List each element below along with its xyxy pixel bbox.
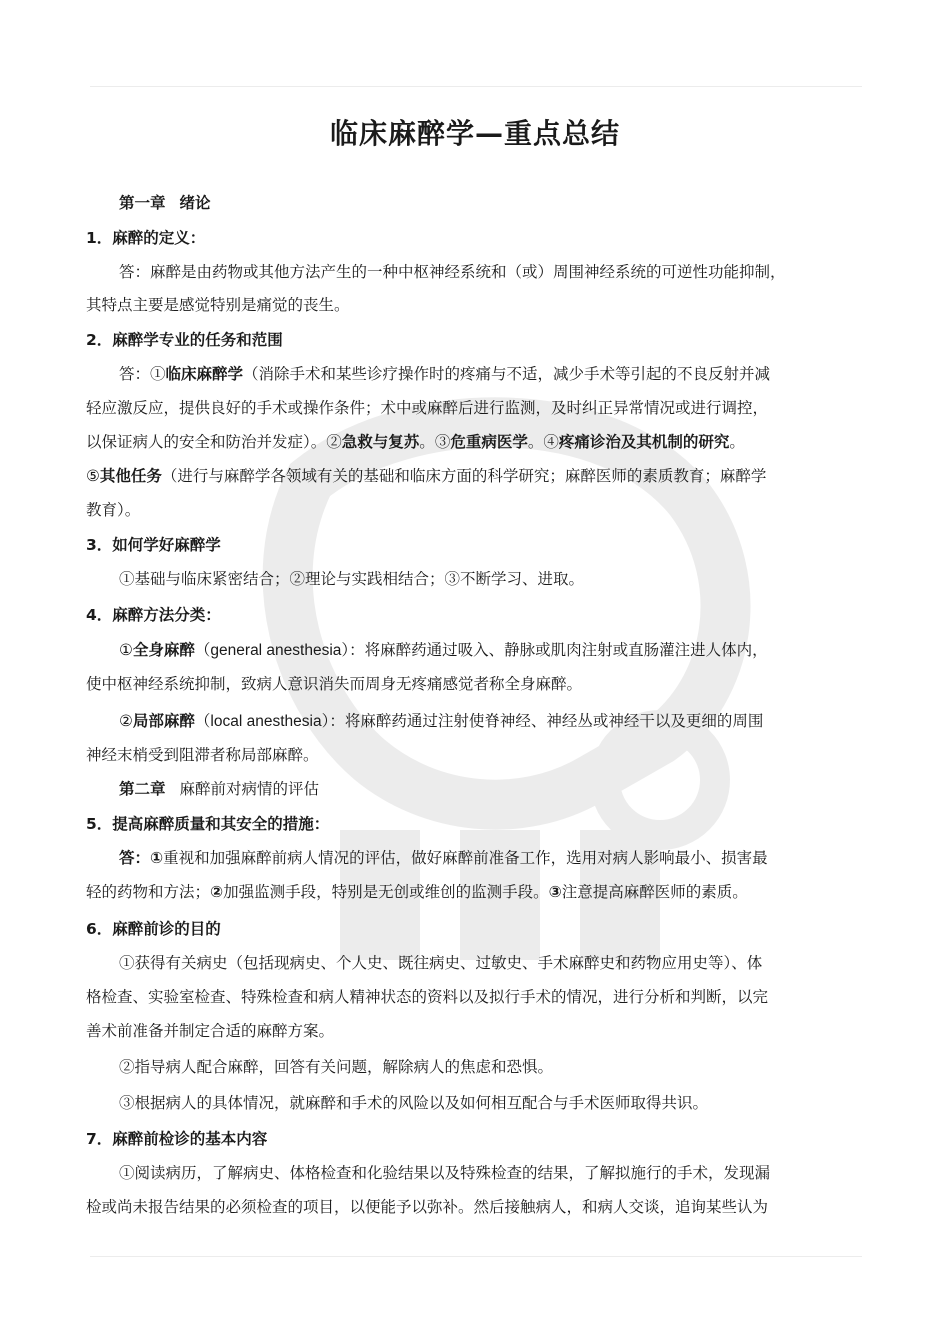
chapter-1-heading <box>119 192 909 214</box>
section-3-heading: 3．如何学好麻醉学 <box>86 536 221 554</box>
section-7-heading: 7．麻醉前检诊的基本内容 <box>86 1130 268 1148</box>
section-4-line: 神经末梢受到阻滞者称局部麻醉。 <box>86 746 319 764</box>
term-english: （local anesthesia） <box>194 713 330 730</box>
chapter-2-number: 第二章 <box>119 780 166 798</box>
section-7-line: 检或尚未报告结果的必须检查的项目，以便能予以弥补。然后接触病人，和病人交谈，追询某些认为 <box>86 1198 769 1216</box>
term-description: 以保证病人的安全和防治并发症）。 <box>86 433 327 451</box>
term-general-anesthesia: 全身麻醉 <box>132 641 195 659</box>
section-4-line <box>119 639 909 662</box>
section-6-line: 善术前准备并制定合适的麻醉方案。 <box>86 1022 335 1040</box>
section-2-line: 轻应激反应，提供良好的手术或操作条件；术中或麻醉后进行监测，及时纠正异常情况或进行调控， <box>86 399 769 417</box>
chapter-2-heading <box>119 778 909 800</box>
section-2-heading: 2．麻醉学专业的任务和范围 <box>86 331 283 349</box>
term-critical-care: 危重病医学 <box>450 433 528 451</box>
term-description: 加强监测手段，特别是无创或维创的监测手段。 <box>223 883 549 901</box>
term-description: 重视和加强麻醉前病人情况的评估，做好麻醉前准备工作，选用对病人影响最小、损害最 <box>163 849 768 867</box>
item-number: ② <box>326 433 342 451</box>
term-description: （进行与麻醉学各领域有关的基础和临床方面的科学研究；麻醉医师的素质教育；麻醉学 <box>161 467 767 485</box>
section-6-line: 格检查、实验室检查、特殊检查和病人精神状态的资料以及拟行手术的情况，进行分析和判断，以完 <box>86 988 769 1006</box>
section-6-heading: 6．麻醉前诊的目的 <box>86 920 221 938</box>
chapter-2-name: 麻醉前对病情的评估 <box>179 780 320 798</box>
section-1-line: 答：麻醉是由药物或其他方法产生的一种中枢神经系统和（或）周围神经系统的可逆性功能抑制， <box>119 263 786 281</box>
section-7-line: ①阅读病历，了解病史、体格检查和化验结果以及特殊检查的结果，了解拟施行的手术，发现漏 <box>119 1164 771 1182</box>
term-description: （消除手术和某些诊疗操作时的疼痛与不适，减少手术等引起的不良反射并减 <box>243 365 771 383</box>
term-pain-research: 疼痛诊治及其机制的研究 <box>558 433 730 451</box>
term-description: ：将麻醉药通过注射使脊神经、神经丛或神经干以及更细的周围 <box>329 712 764 730</box>
item-number: ② <box>119 712 133 730</box>
section-5-line <box>119 847 909 869</box>
section-2-line: 教育）。 <box>86 501 141 519</box>
chapter-1-number: 第一章 <box>119 194 166 212</box>
section-4-heading: 4．麻醉方法分类： <box>86 606 221 624</box>
item-number: ② <box>210 883 224 901</box>
section-1-heading: 1．麻醉的定义： <box>86 229 206 247</box>
chapter-1-name: 绪论 <box>179 194 211 212</box>
section-3-line: ①基础与临床紧密结合；②理论与实践相结合；③不断学习、进取。 <box>119 570 585 588</box>
term-clinical-anesthesiology: 临床麻醉学 <box>165 365 244 383</box>
answer-label: 答： <box>119 849 151 867</box>
item-number: ③ <box>548 883 562 901</box>
page-title: 临床麻醉学—重点总结 <box>329 117 620 150</box>
footer-rule <box>90 1256 862 1257</box>
item-number: ③ <box>434 433 451 451</box>
item-number: ① <box>150 849 164 867</box>
punctuation: 。 <box>527 433 544 451</box>
header-rule <box>90 86 862 87</box>
section-2-line <box>86 465 876 487</box>
item-number: ④ <box>543 433 559 451</box>
punctuation: 。 <box>419 433 435 451</box>
term-local-anesthesia: 局部麻醉 <box>132 712 195 730</box>
term-english: （general anesthesia） <box>194 642 350 659</box>
section-6-line: ③根据病人的具体情况，就麻醉和手术的风险以及如何相互配合与手术医师取得共识。 <box>119 1094 709 1112</box>
term-description: ：将麻醉药通过吸入、静脉或肌肉注射或直肠灌注进人体内， <box>349 641 768 659</box>
section-2-line <box>119 363 909 385</box>
item-number: ① <box>119 641 133 659</box>
term-other-tasks: 其他任务 <box>99 467 162 485</box>
section-5-line <box>86 881 876 903</box>
term-emergency-resuscitation: 急救与复苏 <box>341 433 420 451</box>
item-number: ① <box>150 365 166 383</box>
section-5-heading: 5．提高麻醉质量和其安全的措施： <box>86 815 330 833</box>
section-1-line: 其特点主要是感觉特别是痛觉的丧生。 <box>86 296 350 314</box>
section-4-line: 使中枢神经系统抑制，致病人意识消失而周身无疼痛感觉者称全身麻醉。 <box>86 675 583 693</box>
section-6-line: ②指导病人配合麻醉，回答有关问题，解除病人的焦虑和恐惧。 <box>119 1058 554 1076</box>
item-number: ⑤ <box>86 467 100 485</box>
section-4-line <box>119 710 909 733</box>
section-2-line <box>86 431 876 453</box>
section-6-line: ①获得有关病史（包括现病史、个人史、既往病史、过敏史、手术麻醉史和药物应用史等）、体 <box>119 954 763 972</box>
term-description: 轻的药物和方法； <box>86 883 211 901</box>
answer-label: 答： <box>119 365 151 383</box>
term-description: 注意提高麻醉医师的素质。 <box>561 883 748 901</box>
punctuation: 。 <box>729 433 745 451</box>
